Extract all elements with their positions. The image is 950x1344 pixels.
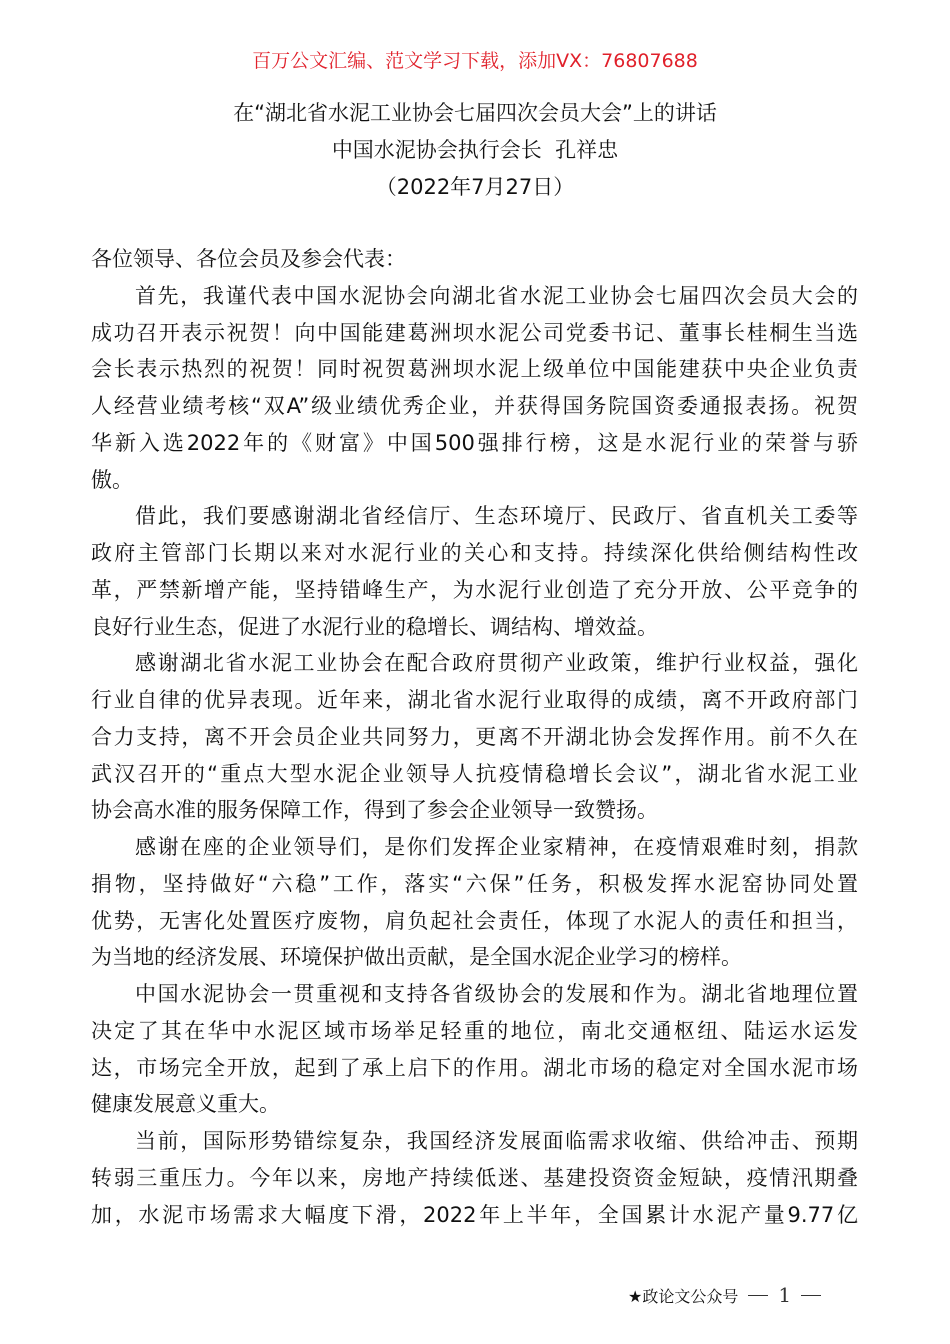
dash-right <box>801 1295 821 1296</box>
salutation: 各位领导、各位会员及参会代表： <box>91 247 406 271</box>
paragraph-line: 成功召开表示祝贺！向中国能建葛洲坝水泥公司党委书记、董事长桂桐生当选 <box>91 320 858 345</box>
speech-date: （2022年7月27日） <box>375 175 575 199</box>
paragraph-line: 感谢在座的企业领导们，是你们发挥企业家精神，在疫情艰难时刻，捐款 <box>135 835 858 859</box>
paragraph-line: 首先，我谨代表中国水泥协会向湖北省水泥工业协会七届四次会员大会的 <box>135 283 858 308</box>
paragraph-line: 达，市场完全开放，起到了承上启下的作用。湖北市场的稳定对全国水泥市场 <box>91 1055 858 1080</box>
paragraph-line: 协会高水准的服务保障工作，得到了参会企业领导一致赞扬。 <box>91 798 658 823</box>
dash-left <box>748 1295 768 1296</box>
paragraph-line: 感谢湖北省水泥工业协会在配合政府贯彻产业政策，维护行业权益，强化 <box>135 651 858 676</box>
paragraph-line: 行业自律的优异表现。近年来，湖北省水泥行业取得的成绩，离不开政府部门 <box>91 688 858 712</box>
footer-source: ★政论文公众号 <box>628 1286 739 1306</box>
paragraph-line: 捐物，坚持做好“六稳”工作，落实“六保”任务，积极发挥水泥窑协同处置 <box>91 871 858 896</box>
paragraph-line: 为当地的经济发展、环境保护做出贡献，是全国水泥企业学习的榜样。 <box>91 945 742 970</box>
watermark-banner: 百万公文汇编、范文学习下载，添加VX：76807688 <box>252 50 698 72</box>
page-footer <box>628 1283 821 1307</box>
paragraph-line: 转弱三重压力。今年以来，房地产持续低迷、基建投资资金短缺，疫情汛期叠 <box>91 1165 858 1190</box>
speech-title: 在“湖北省水泥工业协会七届四次会员大会”上的讲话 <box>233 101 717 125</box>
paragraph-line: 借此，我们要感谢湖北省经信厅、生态环境厅、民政厅、省直机关工委等 <box>135 504 858 529</box>
paragraph-line: 傲。 <box>91 467 133 492</box>
paragraph-line: 会长表示热烈的祝贺！同时祝贺葛洲坝水泥上级单位中国能建获中央企业负责 <box>91 357 858 382</box>
paragraph-line: 决定了其在华中水泥区域市场举足轻重的地位，南北交通枢纽、陆运水运发 <box>91 1018 858 1043</box>
paragraph-line: 人经营业绩考核“双A”级业绩优秀企业，并获得国务院国资委通报表扬。祝贺 <box>91 394 858 418</box>
paragraph-line: 中国水泥协会一贯重视和支持各省级协会的发展和作为。湖北省地理位置 <box>135 982 858 1006</box>
paragraph-line: 健康发展意义重大。 <box>91 1092 280 1117</box>
paragraph-line: 加，水泥市场需求大幅度下滑，2022年上半年，全国累计水泥产量9.77亿 <box>91 1202 858 1227</box>
speech-author: 中国水泥协会执行会长 孔祥忠 <box>331 138 619 162</box>
paragraph-line: 政府主管部门长期以来对水泥行业的关心和支持。持续深化供给侧结构性改 <box>91 541 858 565</box>
paragraph-line: 合力支持，离不开会员企业共同努力，更离不开湖北协会发挥作用。前不久在 <box>91 724 858 749</box>
paragraph-line: 良好行业生态，促进了水泥行业的稳增长、调结构、增效益。 <box>91 614 658 639</box>
paragraph-line: 华新入选2022年的《财富》中国500强排行榜，这是水泥行业的荣誉与骄 <box>91 430 858 455</box>
paragraph-line: 革，严禁新增产能，坚持错峰生产，为水泥行业创造了充分开放、公平竞争的 <box>91 577 858 602</box>
page-number: 1 <box>778 1283 792 1307</box>
paragraph-line: 当前，国际形势错综复杂，我国经济发展面临需求收缩、供给冲击、预期 <box>135 1129 858 1153</box>
document-body <box>91 241 858 1233</box>
paragraph-line: 武汉召开的“重点大型水泥企业领导人抗疫情稳增长会议”，湖北省水泥工业 <box>91 761 858 786</box>
paragraph-line: 优势，无害化处置医疗废物，肩负起社会责任，体现了水泥人的责任和担当， <box>91 908 858 933</box>
